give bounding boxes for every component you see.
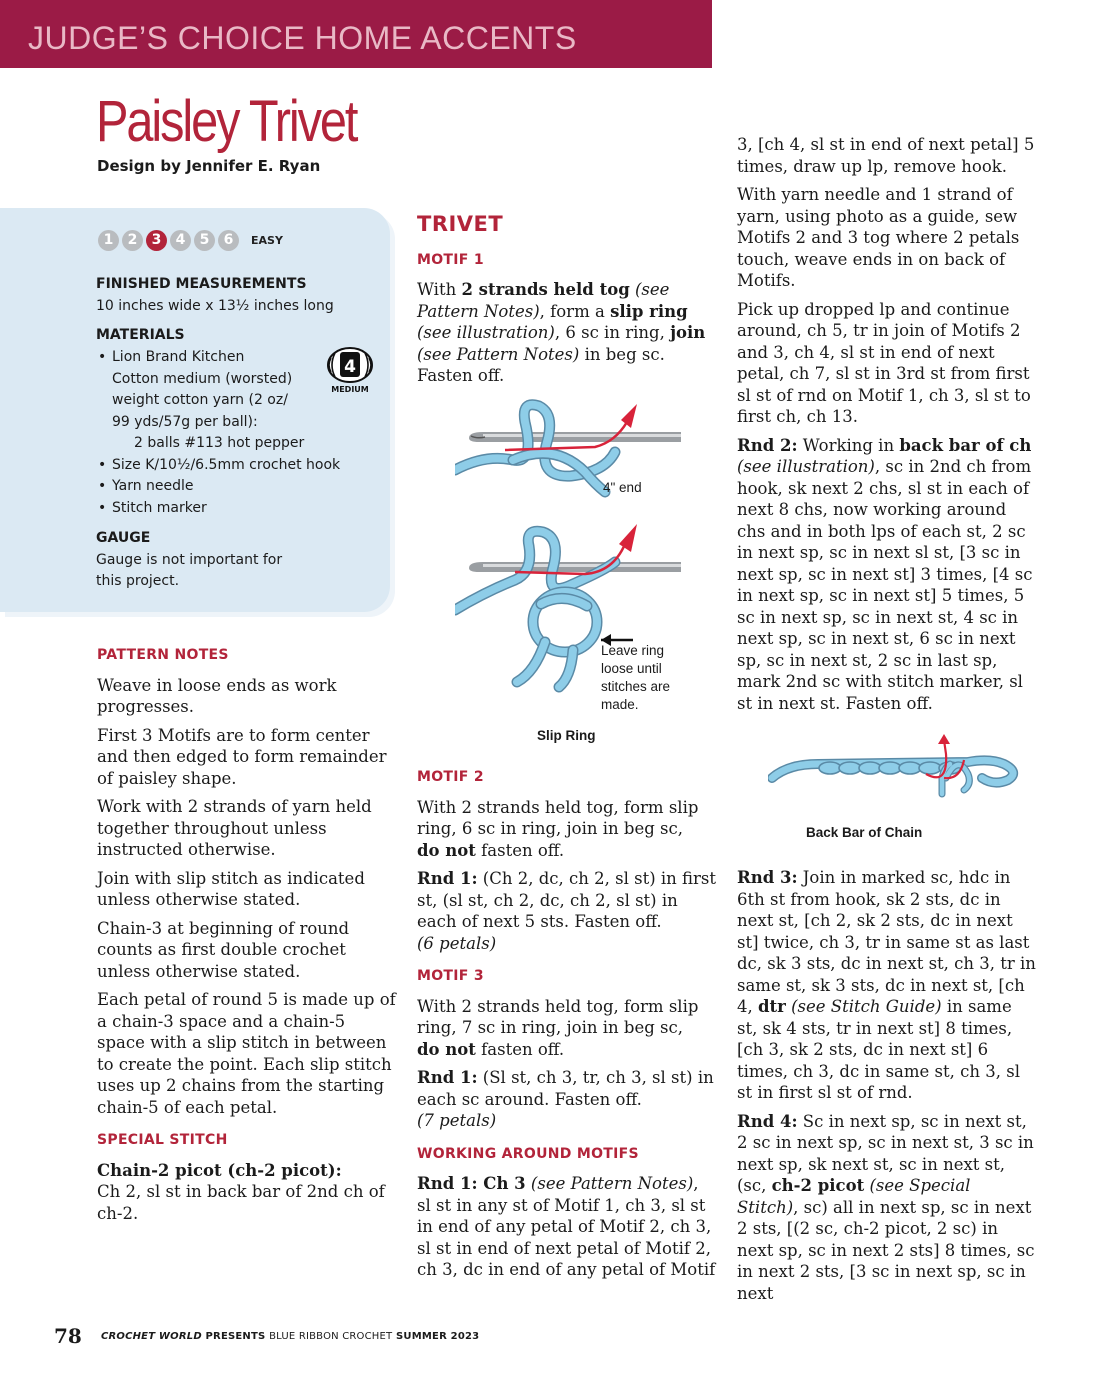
sew-paragraph: With yarn needle and 1 strand of yarn, using photo as a guide, sew Motifs 2 and 3 tog where 2 petals touch, weave ends in on back of Motifs. [737,185,1020,290]
material-marker: Stitch marker [112,499,207,516]
text-run: (see Pattern Notes) [417,280,670,321]
note-paragraph: Join with slip stitch as indicated unless otherwise stated. [97,868,365,909]
special-stitch-heading: SPECIAL STITCH [97,1132,228,1148]
ring-note-line: loose until [601,661,662,676]
text-run: ch-2 picot [771,1176,865,1195]
magazine-name: CROCHET WORLD [100,1330,202,1342]
material-yarn-line: weight cotton yarn (2 oz/ [112,392,288,408]
publication-line [101,1331,479,1342]
text-run: (Ch 2, dc, ch 2, sl st) in first st, (sl st, ch 2, dc, ch 2, sl st) in each of next 5 sts. Fasten off. [417,869,717,931]
column-3-bottom [737,867,1037,1311]
motif-3-heading: MOTIF 3 [417,968,484,984]
list-item [96,455,366,477]
end-label: 4" end [603,480,642,495]
working-round-1-cont: 3, [ch 4, sl st in end of next petal] 5 times, draw up lp, remove hook. [737,135,1035,176]
motif-3-round-1 [417,1067,717,1132]
motif-1-text [417,279,717,387]
note-paragraph: First 3 Motifs are to form center and then edged to form remainder of paisley shape. [97,725,387,788]
section-title: JUDGE’S CHOICE HOME ACCENTS [28,20,577,56]
round-3 [737,867,1037,1104]
page-number: 78 [54,1324,82,1348]
note-paragraph: Chain-3 at beginning of round counts as first double crochet unless otherwise stated. [97,918,350,981]
skill-level-3-selected: 3 [146,230,167,251]
text-run: , 6 sc in ring, [554,323,671,342]
issue-date: SUMMER 2023 [392,1330,480,1342]
column-2-bottom [417,767,717,1288]
round-label: Rnd 1: [417,1068,478,1087]
materials-heading: MATERIALS [96,327,185,343]
page-footer [54,1324,479,1348]
list-item [96,498,366,520]
text-run: Join in marked sc, hdc in 6th st from hook, sk 2 sts, dc in next st, [ch 2, sk 2 sts, dc in next st] twice, ch 3, tr in same st as last dc, sk 3 sts, dc in next st, ch 3, tr in same st, sk 3 sts, dc in next st, [ch 4, [737,868,1036,1016]
skill-level-4: 4 [170,230,191,251]
ring-note-line: Leave ring [601,643,665,658]
svg-text:Leave ring loose until [601,643,674,712]
round-label: Rnd 3: [737,868,798,887]
skill-level-label: EASY [251,234,283,247]
crochet-hook-icon [469,432,681,442]
pickup-paragraph: Pick up dropped lp and continue around, ch 5, tr in join of Motifs 2 and 3, ch 4, sl st in end of next petal, ch 7, sl st in 3rd st from first sl st of rnd on Motif 1, ch 3, sl st to first ch, ch 13. [737,299,1031,426]
motif-2-round-1 [417,868,717,954]
text-run: , sl st in any st of Motif 1, ch 3, sl st in end of any petal of Motif 2, ch 3, sl st in end of next petal of Motif 2, ch 3, dc in end of any petal of Motif [417,1174,716,1279]
note-paragraph: Work with 2 strands of yarn held together throughout unless instructed otherwise. [97,797,372,859]
pattern-notes-heading: PATTERN NOTES [97,647,229,663]
back-bar-illustration [768,734,1028,810]
gauge-line: this project. [96,573,180,589]
round-label: Rnd 1: [417,869,478,888]
text-run: With 2 strands held tog, form slip ring, 6 sc in ring, join in beg sc, [417,797,699,838]
column-1 [97,645,397,1231]
trivet-heading: TRIVET [417,212,504,236]
text-run: do not [417,840,476,860]
ring-note-line: made. [601,697,639,712]
working-round-1 [417,1173,717,1281]
text-run: , form a [539,301,611,321]
skill-level-6: 6 [218,230,239,251]
motif-1-heading: MOTIF 1 [417,251,484,268]
material-yarn-color: 2 balls #113 hot pepper [134,435,305,451]
special-stitch-name: Chain-2 picot (ch-2 picot): [97,1160,342,1180]
finished-measurements-heading: FINISHED MEASUREMENTS [96,276,307,292]
special-stitch-text [97,1160,397,1225]
text-run: (see Special Stitch) [737,1176,971,1217]
text-run: do not [417,1039,476,1059]
yarn-weight-number: 4 [344,357,356,377]
back-bar-caption: Back Bar of Chain [806,825,923,840]
text-run: (see illustration) [737,457,875,476]
text-run: (see Pattern Notes) [417,344,580,364]
text-run: PRESENTS [201,1330,270,1342]
byline: Design by Jennifer E. Ryan [97,157,321,175]
list-item [96,476,366,498]
motif-2-text [417,797,717,862]
note-paragraph: Weave in loose ends as work progresses. [97,675,337,716]
working-around-heading: WORKING AROUND MOTIFS [417,1145,639,1162]
finished-measurements-text: 10 inches wide x 13½ inches long [96,298,334,314]
text-run: , sc) all in next sp, sc in next 2 sts, [(2 sc, ch-2 picot, 2 sc) in next sp, sc in next 2 sts] 8 times, sc in next 2 sts, [3 sc in next sp, sc in next [737,1197,1035,1303]
gauge-heading: GAUGE [96,530,151,546]
text-run: in beg sc. Fasten off. [417,344,665,385]
yarn-weight-icon [325,346,375,394]
motif-3-text [417,996,717,1061]
gauge-text [96,550,282,592]
text-run: BLUE RIBBON CROCHET [269,1330,393,1342]
text-run: With [417,280,462,299]
text-run: back bar of ch [899,435,1032,455]
text-run: fasten off. [475,1039,565,1059]
round-label: Rnd 1: Ch 3 [417,1174,526,1193]
round-label: Rnd 2: [737,435,798,455]
text-run: (7 petals) [417,1111,497,1130]
text-run: Working in [797,435,900,455]
text-run: slip ring [610,301,688,321]
column-3-top [737,134,1037,721]
material-needle: Yarn needle [112,478,194,494]
slip-ring-caption: Slip Ring [537,728,596,743]
material-yarn-line: Lion Brand Kitchen [112,349,245,365]
material-yarn-line: Cotton medium (worsted) [112,370,293,387]
text-run: join [670,323,706,342]
gauge-line: Gauge is not important for [96,552,283,568]
skill-level-2: 2 [122,230,143,251]
slip-ring-illustration [455,392,695,722]
text-run: With 2 strands held tog, form slip ring, 7 sc in ring, join in beg sc, [417,996,699,1037]
material-hook: Size K/10½/6.5mm crochet hook [112,456,341,473]
yarn-weight-label: MEDIUM [331,385,369,394]
text-run: (6 petals) [417,933,497,953]
text-run: (see Pattern Notes) [525,1174,694,1193]
round-2 [737,435,1037,715]
round-4 [737,1111,1037,1305]
motif-2-heading: MOTIF 2 [417,769,484,785]
material-yarn-line: 99 yds/57g per ball): [112,413,258,430]
text-run: dtr [758,997,786,1016]
text-run: (see Stitch Guide) [785,997,942,1016]
text-run: (see illustration) [417,323,555,342]
skill-level-5: 5 [194,230,215,251]
column-2-top [417,214,717,394]
ring-note-line: stitches are [601,679,671,694]
text-run: 2 strands held tog [461,280,630,299]
special-stitch-desc: Ch 2, sl st in back bar of 2nd ch of ch-2. [97,1182,385,1223]
text-run: fasten off. [475,840,565,860]
text-run: in same st, sk 4 sts, tr in next st] 8 times, [ch 3, sk 2 sts, dc in next st] 6 times, ch 3, dc in same st, ch 3, sl st in first sl st of rnd. [737,997,1020,1102]
text-run: Sc in next sp, sc in next st, 2 sc in next sp, sc in next st, 3 sc in next sp, sk next st, sc in next st, (sc, [737,1111,1034,1195]
round-label: Rnd 4: [737,1111,798,1131]
note-paragraph: Each petal of round 5 is made up of a chain-3 space and a chain-5 space with a slip stitch in between to create the point. Each slip stitch uses up 2 chains from the starting chain-5 of each petal. [97,990,396,1117]
header-banner [0,0,712,68]
skill-level [98,230,283,251]
text-run: (Sl st, ch 3, tr, ch 3, sl st) in each sc around. Fasten off. [417,1068,714,1109]
page-title: Paisley Trivet [96,89,357,154]
text-run: , sc in 2nd ch from hook, sk next 2 chs, sl st in each of next 8 chs, now working around chs and in both lps of each st, 2 sc in next sp, sc in next sl st, [3 sc in next sp, sc in next st] 3 times, [4 sc in next sp, sc in next st] 5 times, 5 sc in next sp, sc in next st, 4 sc in next sp, sc in next st, 6 sc in next sp, sc in next st, 2 sc in last sp, mark 2nd sc with stitch marker, sl st in next st. Fasten off. [737,457,1033,713]
skill-level-1: 1 [98,230,119,251]
